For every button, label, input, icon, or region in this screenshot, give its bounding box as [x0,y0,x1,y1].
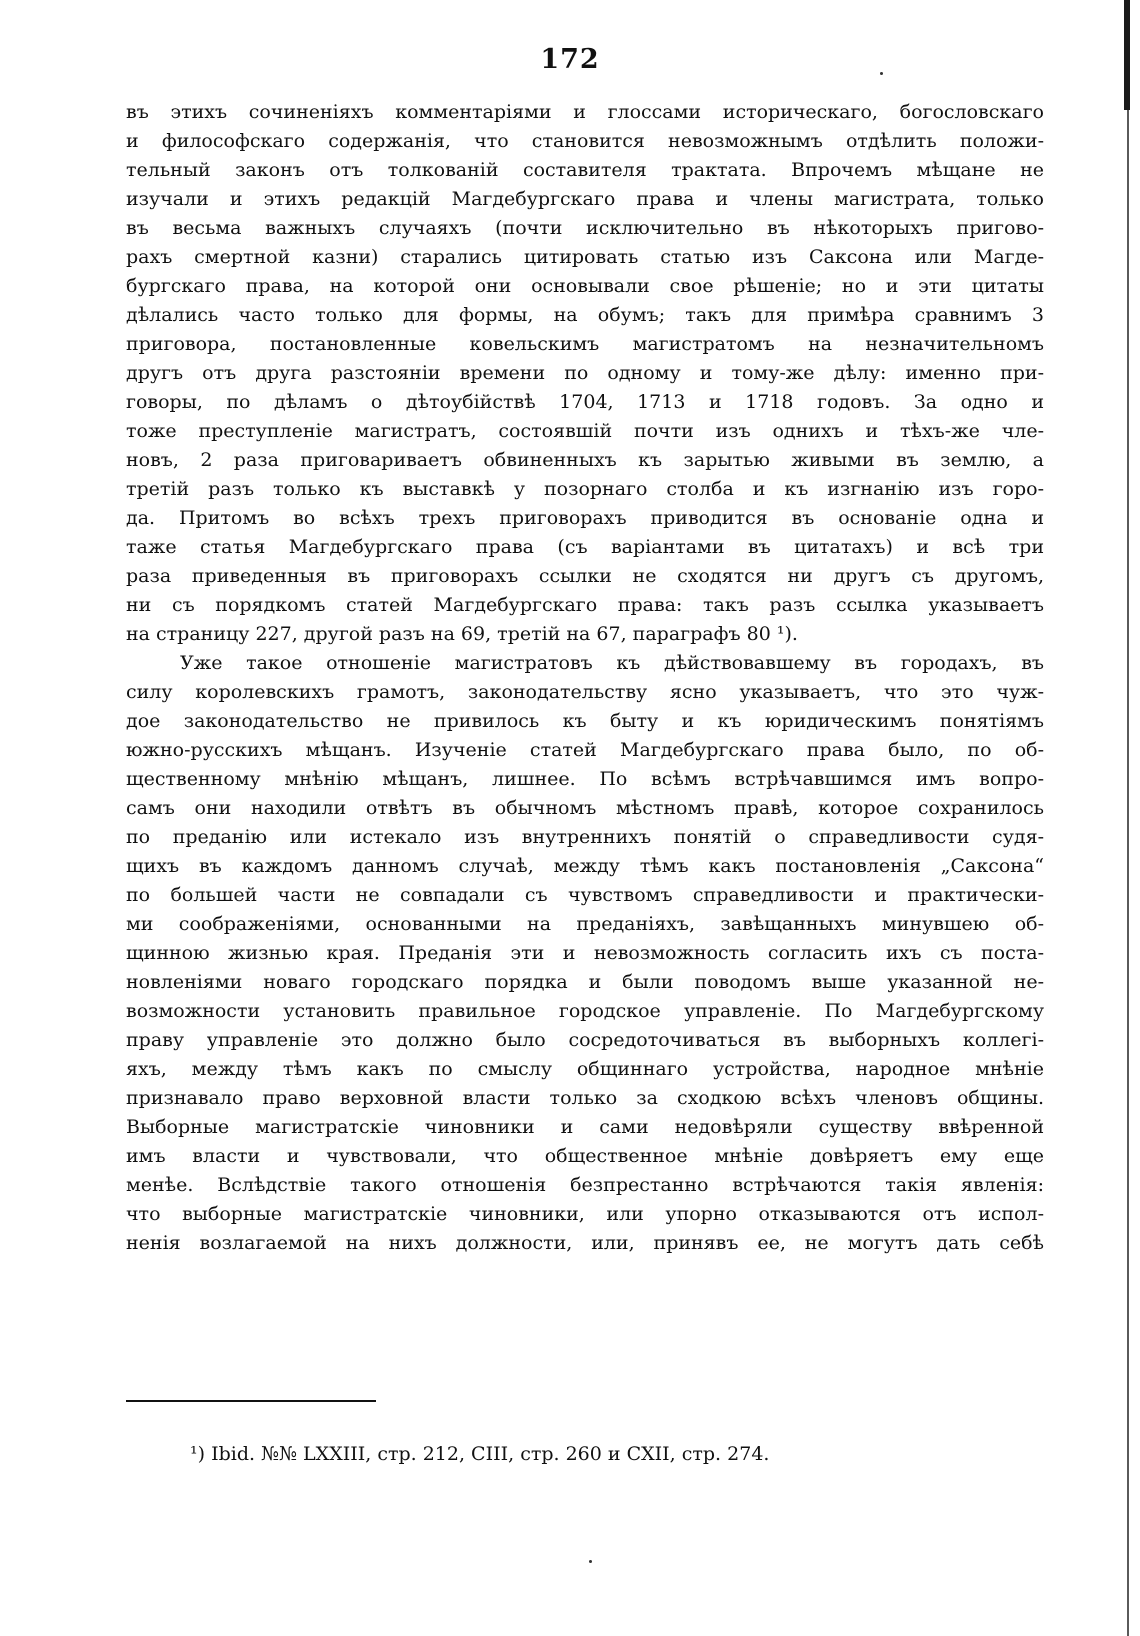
text-line: Уже такое отношеніе магистратовъ къ дѣйствовавшему въ городахъ, въ [180,652,1044,674]
text-line: праву управленіе это должно было сосредоточиваться въ выборныхъ коллегі- [126,1029,1044,1051]
text-line: дое законодательство не привилось къ быту и къ юридическимъ понятіямъ [126,710,1044,732]
text-line: силу королевскихъ грамотъ, законодательству ясно указываетъ, что это чуж- [126,681,1044,703]
text-line: возможности установить правильное городское управленіе. По Магдебургскому [126,1000,1044,1022]
text-line: третій разъ только къ выставкѣ у позорнаго столба и къ изгнанію изъ горо- [126,478,1044,500]
text-line: въ этихъ сочиненіяхъ комментаріями и глоссами историческаго, богословскаго [126,101,1044,123]
text-line: въ весьма важныхъ случаяхъ (почти исключительно въ нѣкоторыхъ пригово- [126,217,1044,239]
text-line: таже статья Магдебургскаго права (съ варіантами въ цитатахъ) и всѣ три [126,536,1044,558]
text-line: рахъ смертной казни) старались цитировать статью изъ Саксона или Магде- [126,246,1044,268]
text-line: да. Притомъ во всѣхъ трехъ приговорахъ приводится въ основаніе одна и [126,507,1044,529]
text-line: щихъ въ каждомъ данномъ случаѣ, между тѣмъ какъ постановленія „Саксона“ [126,855,1044,877]
text-line: ненія возлагаемой на нихъ должности, или, принявъ ее, не могутъ дать себѣ [126,1232,1044,1254]
body-text [126,98,1044,1258]
text-line: говоры, по дѣламъ о дѣтоубійствѣ 1704, 1713 и 1718 годовъ. За одно и [126,391,1044,413]
text-line: по большей части не совпадали съ чувствомъ справедливости и практически- [126,884,1044,906]
text-line: дѣлались часто только для формы, на обумъ; такъ для примѣра сравнимъ 3 [126,304,1044,326]
page-number: 172 [540,44,600,75]
text-line: признавало право верховной власти только за сходкою всѣхъ членовъ общины. [126,1087,1044,1109]
text-line: щественному мнѣнію мѣщанъ, лишнее. По всѣмъ встрѣчавшимся имъ вопро- [126,768,1044,790]
text-line: менѣе. Вслѣдствіе такого отношенія безпрестанно встрѣчаются такія явленія: [126,1174,1044,1196]
text-line: щинною жизнью края. Преданія эти и невозможность согласить ихъ съ поста- [126,942,1044,964]
text-line: яхъ, между тѣмъ какъ по смыслу общиннаго устройства, народное мнѣніе [126,1058,1044,1080]
text-line: другъ отъ друга разстояніи времени по одному и тому-же дѣлу: именно при- [126,362,1044,384]
text-line: раза приведенныя въ приговорахъ ссылки не сходятся ни другъ съ другомъ, [126,565,1044,587]
text-line: на страницу 227, другой разъ на 69, третій на 67, параграфъ 80 ¹). [126,623,798,645]
text-line: изучали и этихъ редакцій Магдебургскаго права и члены магистрата, только [126,188,1044,210]
text-line: тоже преступленіе магистратъ, состоявшій почти изъ однихъ и тѣхъ-же чле- [126,420,1044,442]
text-line: новленіями новаго городскаго порядка и были поводомъ выше указанной не- [126,971,1044,993]
footnote-divider [126,1400,376,1402]
text-line: самъ они находили отвѣтъ въ обычномъ мѣстномъ правѣ, которое сохранилось [126,797,1044,819]
text-line: что выборные магистратскіе чиновники, или упорно отказываются отъ испол- [126,1203,1044,1225]
page-edge-line [1127,110,1129,1636]
text-line: южно-русскихъ мѣщанъ. Изученіе статей Магдебургскаго права было, по об- [126,739,1044,761]
text-line: Выборные магистратскіе чиновники и сами недовѣряли существу ввѣренной [126,1116,1044,1138]
text-line: имъ власти и чувствовали, что общественное мнѣніе довѣряетъ ему еще [126,1145,1044,1167]
text-line: ни съ порядкомъ статей Магдебургскаго права: такъ разъ ссылка указываетъ [126,594,1044,616]
text-line: и философскаго содержанія, что становится невозможнымъ отдѣлить положи- [126,130,1044,152]
text-line: бургскаго права, на которой они основывали свое рѣшеніе; но и эти цитаты [126,275,1044,297]
scan-speck [589,1560,592,1563]
text-line: по преданію или истекало изъ внутреннихъ понятій о справедливости судя- [126,826,1044,848]
footnote: ¹) Ibid. №№ LXXIII, стр. 212, CIII, стр. 260 и CXII, стр. 274. [190,1443,770,1465]
text-line: новъ, 2 раза приговариваетъ обвиненныхъ къ зарытью живыми въ землю, а [126,449,1044,471]
text-line: тельный законъ отъ толкованій составителя трактата. Впрочемъ мѣщане не [126,159,1044,181]
text-line: ми соображеніями, основанными на преданіяхъ, завѣщанныхъ минувшею об- [126,913,1044,935]
text-line: приговора, постановленные ковельскимъ магистратомъ на незначительномъ [126,333,1044,355]
